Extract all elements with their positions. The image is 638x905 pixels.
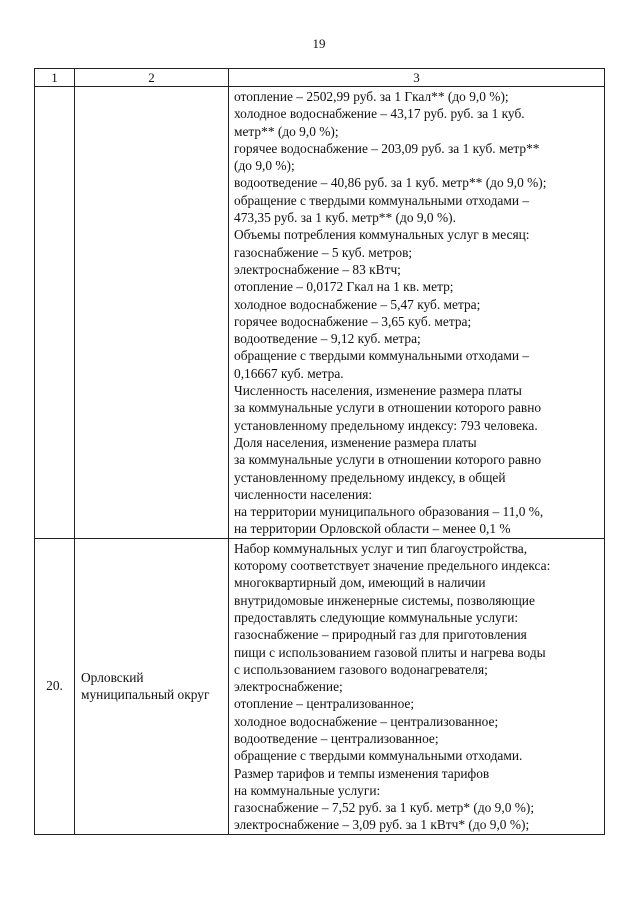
- text-line: с использованием газового водонагревателя;: [234, 661, 488, 677]
- text-line: холодное водоснабжение – 43,17 руб. руб. за 1 куб.: [234, 106, 525, 122]
- text-line: электроснабжение – 83 кВтч;: [234, 261, 401, 277]
- text-line: отопление – 0,0172 Гкал на 1 кв. метр;: [234, 279, 454, 295]
- text-line: обращение с твердыми коммунальными отходами.: [234, 748, 523, 764]
- text-line: горячее водоснабжение – 203,09 руб. за 1 куб. метр**: [234, 140, 540, 156]
- text-line: водоотведение – 40,86 руб. за 1 куб. метр** (до 9,0 %);: [234, 175, 547, 191]
- text-line: газоснабжение – природный газ для приготовления: [234, 627, 527, 643]
- text-line: Численность населения, изменение размера платы: [234, 383, 522, 399]
- text-line: за коммунальные услуги в отношении которого равно: [234, 400, 542, 416]
- text-line: (до 9,0 %);: [234, 158, 295, 174]
- text-line: на территории муниципального образования – 11,0 %,: [234, 504, 544, 520]
- text-line: отопление – централизованное;: [234, 696, 415, 712]
- text-line: предоставлять следующие коммунальные услуги:: [234, 609, 519, 625]
- text-line: за коммунальные услуги в отношении которого равно: [234, 452, 542, 468]
- text-line: установленному предельному индексу, в общей: [234, 469, 506, 485]
- header-col-2: 2: [75, 69, 229, 87]
- text-line: электроснабжение – 3,09 руб. за 1 кВтч* (до 9,0 %);: [234, 817, 530, 833]
- row-content-cell: [229, 538, 605, 834]
- text-line: установленному предельному индексу: 793 человека.: [234, 417, 538, 433]
- text-line: холодное водоснабжение – централизованное;: [234, 713, 499, 729]
- text-line: 473,35 руб. за 1 куб. метр** (до 9,0 %).: [234, 210, 456, 226]
- row-number-cell: 20.: [35, 538, 75, 834]
- text-line: которому соответствует значение предельного индекса:: [234, 558, 551, 574]
- text-line: многоквартирный дом, имеющий в наличии: [234, 575, 486, 591]
- text-line: численности населения:: [234, 486, 373, 502]
- text-line: Набор коммунальных услуг и тип благоустройства,: [234, 540, 528, 556]
- municipality-name-line-1: Орловский: [81, 669, 144, 685]
- text-line: холодное водоснабжение – 5,47 куб. метра;: [234, 296, 481, 312]
- text-line: обращение с твердыми коммунальными отходами –: [234, 192, 530, 208]
- text-line: 0,16667 куб. метра.: [234, 365, 344, 381]
- text-line: на коммунальные услуги:: [234, 782, 381, 798]
- row-content-text: [229, 87, 604, 538]
- text-line: Размер тарифов и темпы изменения тарифов: [234, 765, 490, 781]
- text-line: пищи с использованием газовой плиты и нагрева воды: [234, 644, 546, 660]
- text-line: отопление – 2502,99 руб. за 1 Гкал** (до 9,0 %);: [234, 89, 509, 104]
- table-row-continued: [35, 87, 605, 539]
- municipality-name-line-2: муниципальный округ: [81, 687, 210, 703]
- row-name-cell: [75, 538, 229, 834]
- row-number-cell: [35, 87, 75, 539]
- text-line: электроснабжение;: [234, 679, 343, 695]
- text-line: газоснабжение – 5 куб. метров;: [234, 244, 413, 260]
- text-line: метр** (до 9,0 %);: [234, 123, 339, 139]
- row-content-cell: [229, 87, 605, 539]
- text-line: на территории Орловской области – менее 0,1 %: [234, 521, 511, 537]
- table-row-20: [35, 538, 605, 834]
- header-col-1: 1: [35, 69, 75, 87]
- row-content-text: [229, 539, 604, 834]
- tariff-table: [34, 68, 605, 835]
- text-line: водоотведение – централизованное;: [234, 730, 439, 746]
- header-col-3: 3: [229, 69, 605, 87]
- text-line: водоотведение – 9,12 куб. метра;: [234, 331, 421, 347]
- table-header-row: [35, 69, 605, 87]
- text-line: Доля населения, изменение размера платы: [234, 434, 477, 450]
- row-name-cell: [75, 87, 229, 539]
- text-line: газоснабжение – 7,52 руб. за 1 куб. метр* (до 9,0 %);: [234, 800, 535, 816]
- text-line: горячее водоснабжение – 3,65 куб. метра;: [234, 313, 472, 329]
- text-line: обращение с твердыми коммунальными отходами –: [234, 348, 530, 364]
- text-line: Объемы потребления коммунальных услуг в месяц:: [234, 227, 530, 243]
- text-line: внутридомовые инженерные системы, позволяющие: [234, 592, 535, 608]
- page-number: 19: [312, 36, 326, 51]
